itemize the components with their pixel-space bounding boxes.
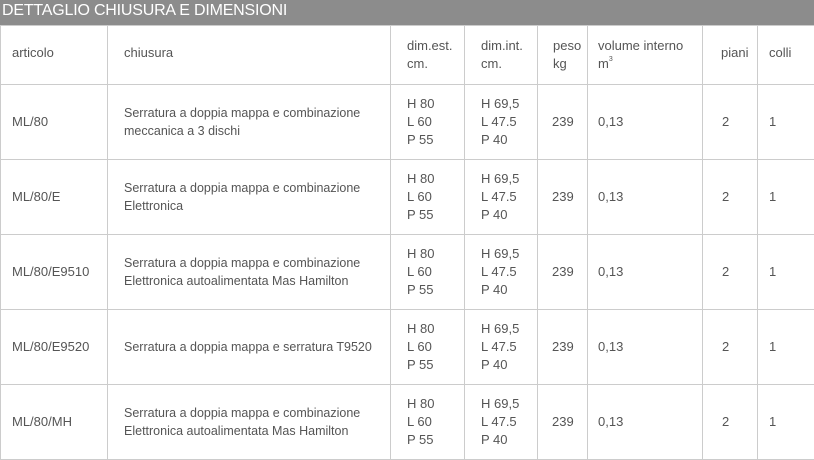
cell-articolo: ML/80	[1, 85, 108, 160]
cell-chiusura: Serratura a doppia mappa e combinazione meccanica a 3 dischi	[108, 85, 391, 160]
cell-volume: 0,13	[588, 385, 703, 460]
cell-dim-est: H 80 L 60 P 55	[391, 160, 465, 235]
section-title-bar	[0, 0, 814, 25]
table-row	[1, 310, 814, 385]
cell-peso: 239	[538, 235, 588, 310]
cell-colli: 1	[758, 160, 814, 235]
cell-dim-int: H 69,5 L 47.5 P 40	[465, 385, 538, 460]
cell-piani: 2	[703, 235, 758, 310]
section-title: DETTAGLIO CHIUSURA E DIMENSIONI	[2, 2, 287, 20]
cell-dim-est: H 80 L 60 P 55	[391, 235, 465, 310]
table-row	[1, 385, 814, 460]
cell-dim-est: H 80 L 60 P 55	[391, 385, 465, 460]
header-chiusura: chiusura	[108, 26, 391, 85]
cell-piani: 2	[703, 160, 758, 235]
cell-articolo: ML/80/MH	[1, 385, 108, 460]
cell-chiusura: Serratura a doppia mappa e combinazione Elettronica autoalimentata Mas Hamilton	[108, 235, 391, 310]
header-colli: colli	[758, 26, 814, 85]
cell-piani: 2	[703, 85, 758, 160]
cell-articolo: ML/80/E9520	[1, 310, 108, 385]
cell-articolo: ML/80/E	[1, 160, 108, 235]
cell-colli: 1	[758, 85, 814, 160]
header-piani: piani	[703, 26, 758, 85]
header-articolo: articolo	[1, 26, 108, 85]
cell-volume: 0,13	[588, 310, 703, 385]
table-row	[1, 235, 814, 310]
header-dim-int: dim.int. cm.	[465, 26, 538, 85]
cell-volume: 0,13	[588, 160, 703, 235]
header-volume: volume interno $m^3$	[588, 26, 703, 85]
cell-chiusura: Serratura a doppia mappa e combinazione Elettronica	[108, 160, 391, 235]
cell-peso: 239	[538, 160, 588, 235]
cell-volume: 0,13	[588, 85, 703, 160]
cell-articolo: ML/80/E9510	[1, 235, 108, 310]
cell-chiusura: Serratura a doppia mappa e combinazione Elettronica autoalimentata Mas Hamilton	[108, 385, 391, 460]
cell-dim-int: H 69,5 L 47.5 P 40	[465, 85, 538, 160]
cell-chiusura: Serratura a doppia mappa e serratura T9520	[108, 310, 391, 385]
table-header-row	[1, 26, 814, 85]
cell-peso: 239	[538, 85, 588, 160]
cell-dim-int: H 69,5 L 47.5 P 40	[465, 160, 538, 235]
product-table	[0, 25, 814, 460]
table-row	[1, 160, 814, 235]
cell-dim-int: H 69,5 L 47.5 P 40	[465, 310, 538, 385]
cell-dim-int: H 69,5 L 47.5 P 40	[465, 235, 538, 310]
cell-piani: 2	[703, 385, 758, 460]
cell-volume: 0,13	[588, 235, 703, 310]
cell-dim-est: H 80 L 60 P 55	[391, 310, 465, 385]
table-row	[1, 85, 814, 160]
cell-colli: 1	[758, 235, 814, 310]
cell-colli: 1	[758, 310, 814, 385]
cell-dim-est: H 80 L 60 P 55	[391, 85, 465, 160]
cell-peso: 239	[538, 310, 588, 385]
cell-colli: 1	[758, 385, 814, 460]
cell-piani: 2	[703, 310, 758, 385]
header-dim-est: dim.est. cm.	[391, 26, 465, 85]
header-peso: peso kg	[538, 26, 588, 85]
cell-peso: 239	[538, 385, 588, 460]
